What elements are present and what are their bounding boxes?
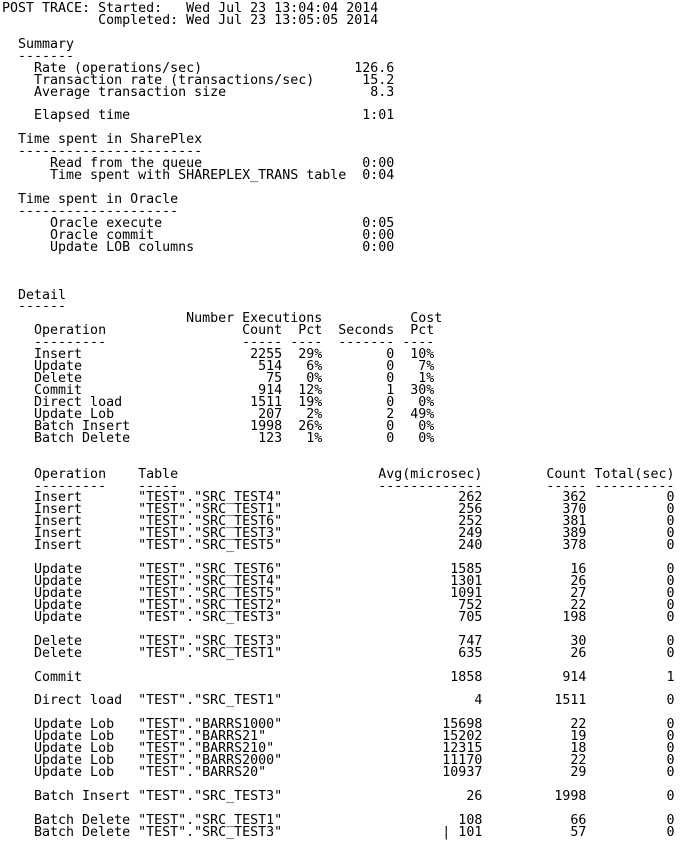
tables-table-row: Delete "TEST"."SRC_TEST3" 747 30 0 [2, 633, 675, 649]
summary-rule: ------- [2, 48, 75, 64]
operations-table-row: Batch Insert 1998 26% 0 0% [2, 418, 435, 434]
section-heading: Time spent in SharePlex [2, 132, 203, 148]
tables-table-row: Update Lob "TEST"."BARRS1000" 15698 22 0 [2, 717, 675, 733]
tables-table-row: Insert "TEST"."SRC_TEST1" 256 370 0 [2, 502, 675, 518]
blank-line [2, 278, 692, 290]
operations-table-row: Update 514 6% 0 7% [2, 359, 435, 375]
tables-table-row: Update "TEST"."SRC_TEST4" 1301 26 0 [2, 574, 675, 589]
tables-table-row: Update Lob "TEST"."BARRS20" 10937 29 0 [2, 765, 675, 780]
tables-table-row: Delete "TEST"."SRC_TEST1" 635 26 0 [2, 645, 675, 661]
tables-table-row: Insert "TEST"."SRC_TEST4" 262 362 0 [2, 490, 675, 506]
section-row: Time spent with SHAREPLEX_TRANS table 0:04 [2, 168, 395, 184]
operations-table-row: Update Lob 207 2% 2 49% [2, 406, 435, 422]
tables-table-row: Update Lob "TEST"."BARRS2000" 11170 22 0 [2, 753, 675, 769]
tables-table-row: Update "TEST"."SRC_TEST5" 1091 27 0 [2, 585, 675, 601]
section-row: Oracle commit 0:00 [2, 227, 395, 243]
section-rule: -------------------- [2, 203, 179, 219]
tables-table-row: Update "TEST"."SRC_TEST3" 705 198 0 [2, 609, 675, 625]
tables-table-row: Update "TEST"."SRC_TEST2" 752 22 0 [2, 597, 675, 613]
section-row: Oracle execute 0:05 [2, 215, 395, 231]
operations-table-row: Delete 75 0% 0 1% [2, 371, 435, 387]
tables-table-row: Batch Insert "TEST"."SRC_TEST3" 26 1998 0 [2, 788, 675, 804]
summary-row: Transaction rate (transactions/sec) 15.2 [2, 72, 395, 88]
tables-table-row: Update Lob "TEST"."BARRS21" 15202 19 0 [2, 729, 675, 745]
operations-table-group-header: Number Executions Cost [2, 311, 443, 327]
detail-heading: Detail [2, 287, 67, 303]
operations-table-rule: --------- ----- ---- ------- ---- [2, 335, 435, 351]
section-rule: ----------------------- [2, 144, 203, 160]
blank-line [2, 445, 692, 457]
operations-table-row: Batch Delete 123 1% 0 0% [2, 430, 435, 446]
section-row: Update LOB columns 0:00 [2, 239, 395, 255]
tables-table-row: Commit 1858 914 1 [2, 669, 675, 685]
tables-table-row: Update Lob "TEST"."BARRS210" 12315 18 0 [2, 741, 675, 757]
blank-line [2, 27, 692, 39]
blank-line [2, 266, 692, 278]
section-heading: Time spent in Oracle [2, 192, 179, 207]
tables-table-row: Update "TEST"."SRC_TEST6" 1585 16 0 [2, 562, 675, 578]
summary-row: Rate (operations/sec) 126.6 [2, 60, 395, 76]
tables-table-row: Insert "TEST"."SRC_TEST3" 249 389 0 [2, 526, 675, 542]
summary-heading: Summary [2, 36, 75, 52]
tables-table-row: Insert "TEST"."SRC_TEST6" 252 381 0 [2, 514, 675, 530]
tables-table-rule: --------- ----- ------------- ----- ---------- [2, 478, 675, 494]
detail-rule: ------ [2, 299, 67, 315]
summary-row: Elapsed time 1:01 [2, 108, 395, 124]
tables-table-header: Operation Table Avg(microsec) Count Total(sec) [2, 466, 675, 482]
summary-row: Average transaction size 8.3 [2, 84, 395, 100]
report-title-line: POST TRACE: Started: Wed Jul 23 13:04:04 2014 [2, 1, 379, 16]
operations-table-header: Operation Count Pct Seconds Pct [2, 323, 435, 339]
tables-table-row: Insert "TEST"."SRC_TEST5" 240 378 0 [2, 538, 675, 554]
operations-table-row: Commit 914 12% 1 30% [2, 383, 435, 398]
operations-table-row: Insert 2255 29% 0 10% [2, 347, 435, 363]
operations-table-row: Direct load 1511 19% 0 0% [2, 394, 435, 410]
tables-table-row: Direct load "TEST"."SRC_TEST1" 4 1511 0 [2, 693, 675, 709]
section-row: Read from the queue 0:00 [2, 156, 395, 172]
report-completed-line: Completed: Wed Jul 23 13:05:05 2014 [2, 12, 379, 28]
tables-table-row: Batch Delete "TEST"."SRC_TEST3" | 101 57 0 [2, 824, 675, 840]
blank-line [2, 254, 692, 266]
tables-table-row: Batch Delete "TEST"."SRC_TEST1" 108 66 0 [2, 812, 675, 828]
